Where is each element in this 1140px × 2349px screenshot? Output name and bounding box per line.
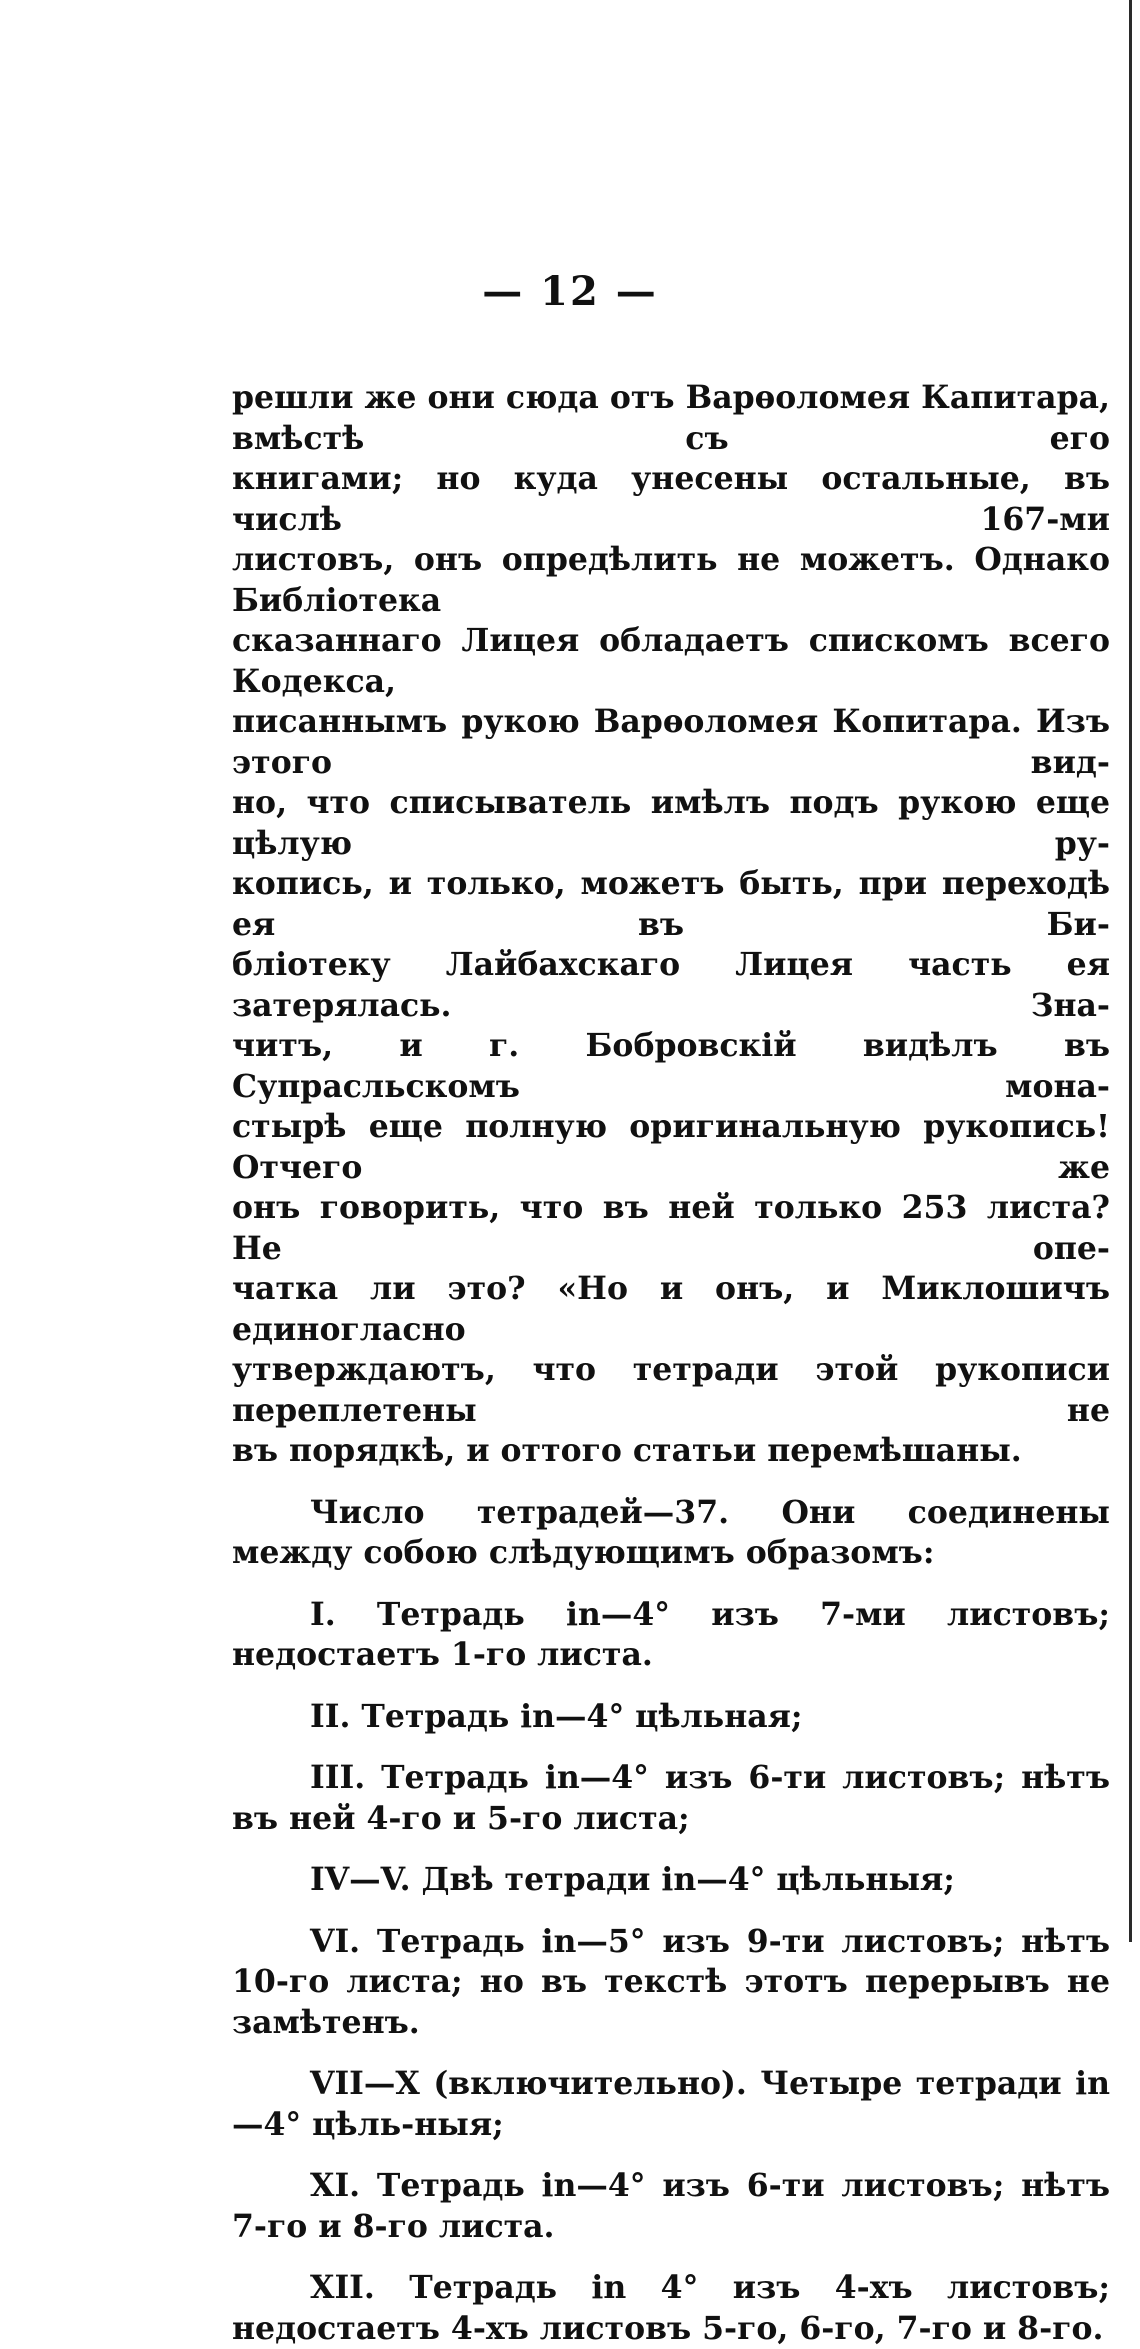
text-line: копись, и только, можетъ быть, при переходѣ ея въ Би- — [232, 865, 1110, 943]
text-line: но, что списыватель имѣлъ подъ рукою еще цѣлую ру- — [232, 784, 1110, 862]
paragraph-continuation — [232, 378, 1110, 1472]
text-line: книгами; но куда унесены остальные, въ числѣ 167-ми — [232, 460, 1110, 538]
paragraph-quire-i: I. Тетрадь in—4° изъ 7-ми листовъ; недостаетъ 1-го листа. — [232, 1595, 1110, 1673]
text-line: писаннымъ рукою Варѳоломея Копитара. Изъ этого вид- — [232, 703, 1110, 781]
text-line: въ порядкѣ, и оттого статьи перемѣшаны. — [232, 1432, 1022, 1469]
paragraph-quire-vii-x: VII—X (включительно). Четыре тетради in—4° цѣль-ныя; — [232, 2065, 1110, 2143]
text-line: утверждаютъ, что тетради этой рукописи переплетены не — [232, 1351, 1110, 1429]
paragraph-quire-xii: XII. Тетрадь in 4° изъ 4-хъ листовъ; недостаетъ 4-хъ листовъ 5-го, 6-го, 7-го и 8-го. — [232, 2269, 1110, 2347]
paragraph-quire-xi: XI. Тетрадь in—4° изъ 6-ти листовъ; нѣтъ 7-го и 8-го листа. — [232, 2167, 1110, 2245]
text-line: бліотеку Лайбахскаго Лицея часть ея затерялась. Зна- — [232, 946, 1110, 1024]
body-text — [232, 378, 1110, 2349]
text-line: чатка ли это? «Но и онъ, и Миклошичъ единогласно — [232, 1270, 1110, 1348]
paragraph-quire-count: Число тетрадей—37. Они соединены между собою слѣдующимъ образомъ: — [232, 1493, 1110, 1571]
paragraph-quire-ii: II. Тетрадь in—4° цѣльная; — [310, 1697, 803, 1735]
text-line: читъ, и г. Бобровскій видѣлъ въ Супрасльскомъ мона- — [232, 1027, 1110, 1105]
text-line: онъ говорить, что въ ней только 253 листа? Не опе- — [232, 1189, 1110, 1267]
paragraph-quire-iv-v: IV—V. Двѣ тетради in—4° цѣльныя; — [310, 1861, 955, 1898]
paragraph-quire-iii: III. Тетрадь in—4° изъ 6-ти листовъ; нѣтъ въ ней 4-го и 5-го листа; — [232, 1759, 1110, 1837]
paragraph-quire-vi: VI. Тетрадь in—5° изъ 9-ти листовъ; нѣтъ 10-го листа; но въ текстѣ этотъ перерывъ не замѣтенъ. — [232, 1922, 1110, 2041]
text-line: листовъ, онъ опредѣлить не можетъ. Однако Библіотека — [232, 541, 1110, 619]
page-number: — 12 — — [482, 268, 658, 315]
text-line: решли же они сюда отъ Варѳоломея Капитара, вмѣстѣ съ его — [232, 379, 1110, 457]
text-line: стырѣ еще полную оригинальную рукопись! Отчего же — [232, 1108, 1110, 1186]
text-line: сказаннаго Лицея обладаетъ спискомъ всего Кодекса, — [232, 622, 1110, 700]
